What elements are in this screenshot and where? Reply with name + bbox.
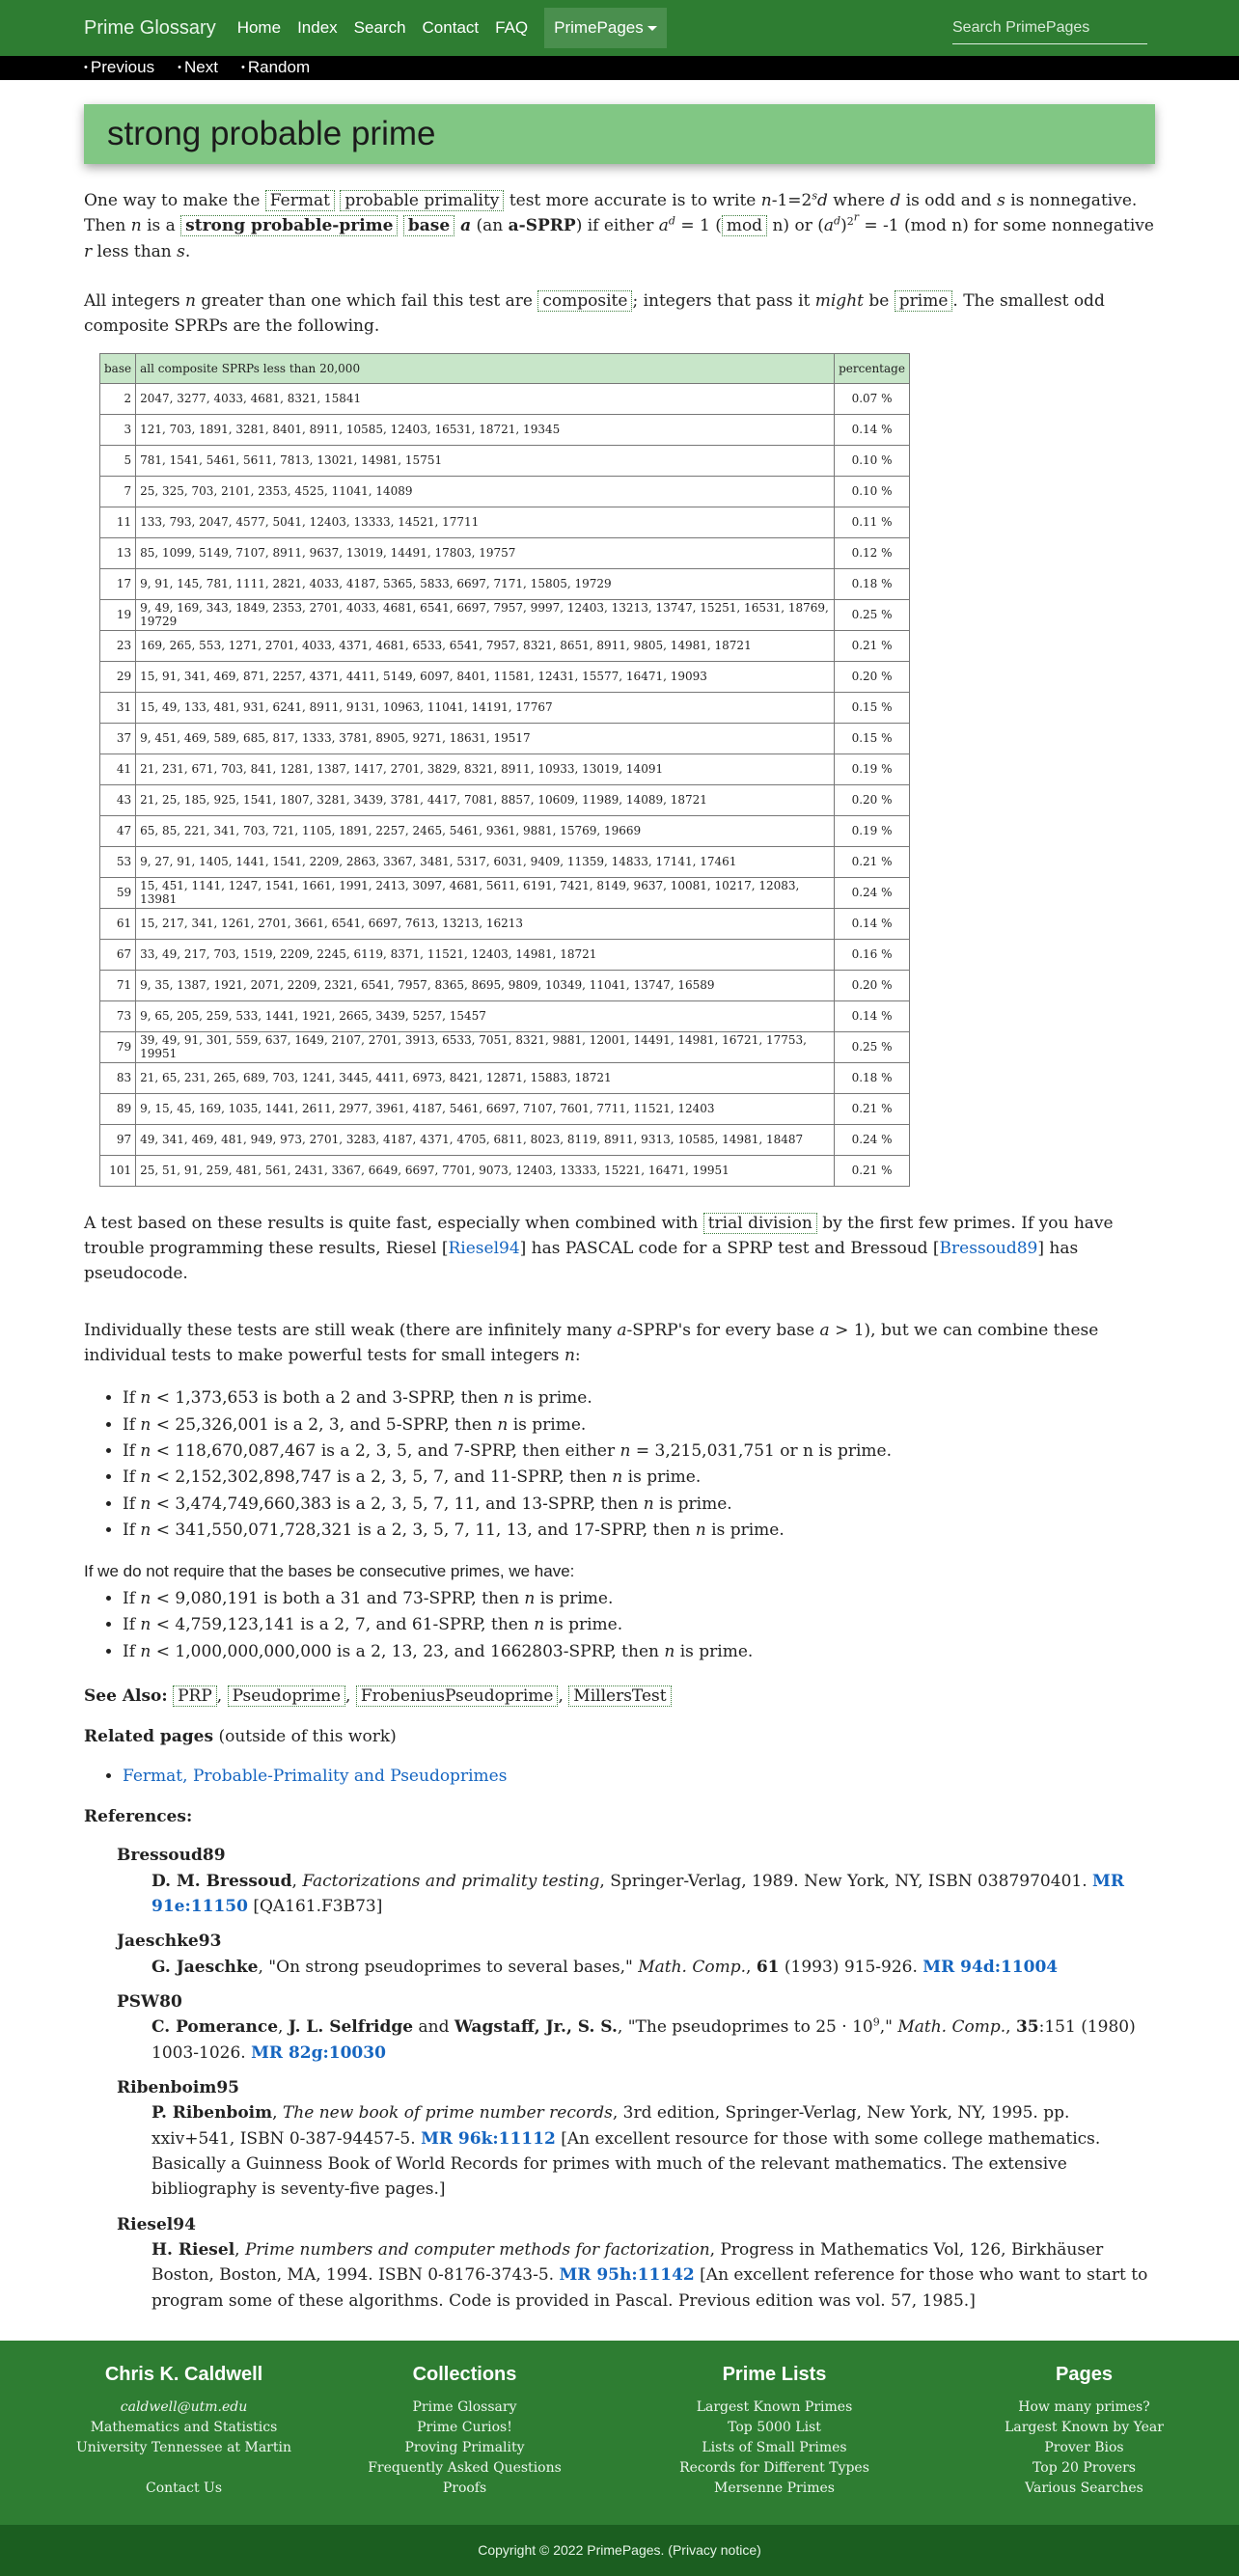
footer-contact-link[interactable]: Contact Us — [145, 2480, 223, 2497]
cell-base: 97 — [100, 1124, 136, 1155]
cell-base: 53 — [100, 846, 136, 877]
glossary-link-trial-division[interactable]: trial division — [703, 1213, 817, 1234]
text: < 118,670,087,467 is a 2, 3, 5, and 7-SPRP, then either — [155, 1441, 616, 1462]
table-row — [100, 1031, 910, 1062]
glossary-link-fermat[interactable]: Fermat — [265, 190, 335, 211]
nav-contact[interactable]: Contact — [422, 17, 480, 37]
next-link[interactable]: • Next — [178, 55, 218, 80]
text: Individually these tests are still weak (there are infinitely many — [84, 1320, 612, 1340]
ref-key-psw80: PSW80 — [117, 1991, 182, 2012]
paragraph-test-speed — [84, 1211, 1155, 1287]
cell-percentage: 0.10 % — [835, 476, 910, 507]
cell-percentage: 0.20 % — [835, 661, 910, 692]
footer-col-title: Collections — [412, 2364, 517, 2386]
text: If — [123, 1615, 136, 1635]
cell-sprps: 9, 35, 1387, 1921, 2071, 2209, 2321, 6541, 7957, 8365, 8695, 9809, 10349, 11041, 13747, 16589 — [136, 970, 835, 1000]
sprp-table — [99, 353, 910, 1187]
text: < 9,080,191 is both a 31 and 73-SPRP, then — [155, 1588, 520, 1608]
cell-sprps: 9, 49, 169, 343, 1849, 2353, 2701, 4033, 4681, 6541, 6697, 7957, 9997, 12403, 13213, 13747, 15251, 16531, 18769, 19729 — [136, 599, 835, 630]
cell-percentage: 0.21 % — [835, 846, 910, 877]
text: is prime. — [539, 1588, 614, 1608]
cell-percentage: 0.21 % — [835, 1155, 910, 1186]
brand-link[interactable]: Prime Glossary — [84, 16, 216, 39]
paragraph-combine: Individually these tests are still weak (there are infinitely many a-SPRP's for every base a > 1), but we can combine these individual tests to make powerful tests for small integers n: — [84, 1320, 1099, 1366]
list-item: • If n < 1,373,653 is both a 2 and 3-SPRP, then n is prime. — [123, 1385, 1155, 1411]
footer-link[interactable]: Top 20 Provers — [1032, 2460, 1136, 2477]
cell-base: 101 — [100, 1155, 136, 1186]
ref-ribenboim95: P. Ribenboim, The new book of prime number records, 3rd edition, Springer-Verlag, New York, NY, 1995. pp. xxiv+541, ISBN 0-387-94457-5. MR 96k:11112 [An excellent resource for those with some college mathematics. Basically a Guinness Book of World Records for primes with much of the relevant mathematics. The extensive bibliography is seventy-five pages.] — [151, 2103, 1101, 2200]
table-row — [100, 1000, 910, 1031]
text: , "The pseudoprimes to 25 · 10 — [617, 2017, 873, 2038]
text: < 4,759,123,141 is a 2, 7, and 61-SPRP, then — [155, 1615, 529, 1635]
cell-percentage: 0.18 % — [835, 568, 910, 599]
see-also-prp[interactable]: PRP — [173, 1685, 217, 1707]
mr-link-jaeschke93[interactable]: MR 94d:11004 — [922, 1957, 1059, 1977]
cell-base: 13 — [100, 537, 136, 568]
cell-base: 23 — [100, 630, 136, 661]
text: If — [123, 1521, 136, 1541]
text: (1993) 915-926. — [784, 1957, 918, 1977]
related-label: Related pages — [84, 1727, 214, 1747]
cell-percentage: 0.14 % — [835, 414, 910, 445]
nav-faq[interactable]: FAQ — [495, 17, 529, 37]
glossary-link-mod[interactable]: mod — [722, 215, 767, 236]
ref-author: G. Jaeschke — [151, 1957, 259, 1977]
cell-base: 83 — [100, 1062, 136, 1093]
cell-base: 11 — [100, 507, 136, 537]
cell-base: 89 — [100, 1093, 136, 1124]
table-header-row — [100, 353, 910, 383]
sub-navbar — [0, 56, 1239, 80]
text: n) or ( — [772, 216, 824, 236]
table-row — [100, 383, 910, 414]
text: If — [123, 1414, 136, 1435]
text: < 2,152,302,898,747 is a 2, 3, 5, 7, and 11-SPRP, then — [155, 1467, 607, 1488]
related-link-fermat[interactable]: Fermat, Probable-Primality and Pseudoprimes — [123, 1766, 508, 1786]
footer-col-title: Chris K. Caldwell — [104, 2364, 263, 2386]
list-item: • If n < 2,152,302,898,747 is a 2, 3, 5, 7, and 11-SPRP, then n is prime. — [123, 1465, 1155, 1490]
text: [QA161.F3B73] — [253, 1896, 383, 1916]
ref-title: Prime numbers and computer methods for factorization — [244, 2240, 710, 2261]
ref-link-riesel94[interactable]: Riesel94 — [448, 1239, 520, 1259]
text: If — [123, 1494, 136, 1514]
text: be — [868, 291, 890, 312]
nonconsecutive-bases-list — [123, 1586, 1155, 1664]
text: by the first few primes. If you have trouble programming these results, Riesel [ — [84, 1213, 1114, 1259]
footer-link[interactable]: Various Searches — [1025, 2480, 1143, 2497]
references-label: References: — [84, 1806, 193, 1826]
table-row — [100, 815, 910, 846]
nonconsecutive-heading: If we do not require that the bases be consecutive primes, we have: — [84, 1561, 575, 1580]
cell-percentage: 0.12 % — [835, 537, 910, 568]
cell-percentage: 0.25 % — [835, 1031, 910, 1062]
table-row — [100, 1093, 910, 1124]
text: . The smallest odd composite SPRPs are the following. — [84, 291, 1105, 337]
cell-percentage: 0.10 % — [835, 445, 910, 476]
table-row — [100, 630, 910, 661]
text: and — [418, 2017, 450, 2038]
table-row — [100, 1124, 910, 1155]
footer-link[interactable]: Records for Different Types — [679, 2460, 869, 2477]
table-row — [100, 723, 910, 754]
text: If — [123, 1388, 136, 1409]
list-item — [123, 1764, 1155, 1789]
footer-link[interactable]: Proving Primality — [404, 2440, 525, 2456]
nav-links — [237, 8, 667, 48]
footer-link[interactable]: Frequently Asked Questions — [368, 2460, 562, 2477]
see-also-label: See Also: — [84, 1685, 168, 1706]
cell-sprps: 21, 65, 231, 265, 689, 703, 1241, 3445, 4411, 6973, 8421, 12871, 15883, 18721 — [136, 1062, 835, 1093]
text: All integers — [84, 291, 180, 312]
see-also-pseudoprime[interactable]: Pseudoprime — [228, 1685, 345, 1707]
ref-riesel94: H. Riesel, Prime numbers and computer methods for factorization, Progress in Mathematics Vol, 126, Birkhäuser Boston, Boston, MA, 1994. ISBN 0-8176-3743-5. MR 95h:11142 [An excellent reference for those who want to start to program some of these algorithms. Code is provided in Pascal. Previous edition was vol. 57, 1985.] — [151, 2240, 1148, 2311]
text: = -1 (mod n) for some nonnegative — [864, 216, 1154, 236]
ref-journal: Math. Comp. — [638, 1957, 747, 1977]
list-item: • If n < 9,080,191 is both a 31 and 73-SPRP, then n is prime. — [123, 1586, 1155, 1611]
cell-sprps: 21, 25, 185, 925, 1541, 1807, 3281, 3439, 3781, 4417, 7081, 8857, 10609, 11989, 14089, 18721 — [136, 784, 835, 815]
related-list — [123, 1764, 1155, 1789]
table-row — [100, 939, 910, 970]
cell-sprps: 9, 91, 145, 781, 1111, 2821, 4033, 4187, 5365, 5833, 6697, 7171, 15805, 19729 — [136, 568, 835, 599]
ref-title: The new book of prime number records — [282, 2103, 613, 2124]
ref-author: Wagstaff, Jr., S. S. — [454, 2017, 618, 2038]
cell-sprps: 33, 49, 217, 703, 1519, 2209, 2245, 6119, 8371, 11521, 12403, 14981, 18721 — [136, 939, 835, 970]
footer-link[interactable]: Prover Bios — [1044, 2440, 1124, 2456]
text: < 3,474,749,660,383 is a 2, 3, 5, 7, 11, and 13-SPRP, then — [155, 1494, 639, 1514]
text: < 341,550,071,728,321 is a 2, 3, 5, 7, 11, 13, and 17-SPRP, then — [155, 1521, 691, 1541]
cell-base: 79 — [100, 1031, 136, 1062]
list-item: • If n < 3,474,749,660,383 is a 2, 3, 5, 7, 11, and 13-SPRP, then n is prime. — [123, 1492, 1155, 1517]
text: , 3rd edition, Springer-Verlag, New York, NY, 1995. pp. xxiv+541, ISBN 0-387-94457-5. — [151, 2103, 1070, 2149]
copyright-bar — [0, 2525, 1239, 2576]
cell-sprps: 15, 91, 341, 469, 871, 2257, 4371, 4411, 5149, 6097, 8401, 11581, 12431, 15577, 16471, 19093 — [136, 661, 835, 692]
nav-primepages-label: PrimePages — [554, 17, 644, 37]
cell-sprps: 15, 217, 341, 1261, 2701, 3661, 6541, 6697, 7613, 13213, 16213 — [136, 908, 835, 939]
cell-sprps: 9, 65, 205, 259, 533, 1441, 1921, 2665, 3439, 5257, 15457 — [136, 1000, 835, 1031]
footer-link[interactable]: Lists of Small Primes — [702, 2440, 847, 2456]
ref-title: Factorizations and primality testing — [302, 1871, 600, 1891]
text: ] has pseudocode. — [84, 1239, 1079, 1284]
table-row — [100, 784, 910, 815]
cell-base: 59 — [100, 877, 136, 908]
table-row — [100, 970, 910, 1000]
table-row — [100, 414, 910, 445]
cell-percentage: 0.24 % — [835, 1124, 910, 1155]
cell-sprps: 21, 231, 671, 703, 841, 1281, 1387, 1417, 2701, 3829, 8321, 8911, 10933, 13019, 14091 — [136, 754, 835, 784]
text: < 1,000,000,000,000 is a 2, 13, 23, and 1662803-SPRP, then — [155, 1641, 659, 1661]
paragraph-composites: All integers n greater than one which fail this test are composite ; integers that pass it might be prime . The smallest odd composite SPRPs are the following. — [84, 291, 1105, 337]
main-content — [84, 104, 1155, 2314]
nav-index[interactable]: Index — [297, 17, 338, 37]
list-item: • If n < 25,326,001 is a 2, 3, and 5-SPRP, then n is prime. — [123, 1412, 1155, 1438]
text: greater than one which fail this test are — [201, 291, 533, 312]
cell-base: 3 — [100, 414, 136, 445]
glossary-link-prime[interactable]: prime — [895, 290, 953, 312]
cell-sprps: 133, 793, 2047, 4577, 5041, 12403, 13333, 14521, 17711 — [136, 507, 835, 537]
cell-percentage: 0.19 % — [835, 754, 910, 784]
cell-percentage: 0.21 % — [835, 1093, 910, 1124]
text: ] has PASCAL code for a SPRP test and Bressoud [ — [519, 1239, 940, 1259]
consecutive-bases-list — [123, 1385, 1155, 1543]
mr-link-riesel94[interactable]: MR 95h:11142 — [559, 2265, 695, 2286]
text: , Springer-Verlag, 1989. New York, NY, ISBN 0387970401. — [599, 1871, 1088, 1891]
table-row — [100, 445, 910, 476]
ref-author: J. L. Selfridge — [288, 2017, 414, 2038]
cell-percentage: 0.25 % — [835, 599, 910, 630]
ref-jaeschke93: G. Jaeschke, "On strong pseudoprimes to several bases," Math. Comp., 61 (1993) 915-926. MR 94d:11004 — [151, 1957, 1059, 1977]
cell-base: 71 — [100, 970, 136, 1000]
list-item: • If n < 118,670,087,467 is a 2, 3, 5, and 7-SPRP, then either n = 3,215,031,751 or n is prime. — [123, 1439, 1155, 1464]
footer-link[interactable]: Proofs — [442, 2480, 487, 2497]
footer-link[interactable]: How many primes? — [1018, 2399, 1150, 2416]
cell-base: 7 — [100, 476, 136, 507]
ref-volume: 35 — [1015, 2017, 1039, 2038]
cell-sprps: 2047, 3277, 4033, 4681, 8321, 15841 — [136, 383, 835, 414]
text: A test based on these results is quite fast, especially when combined with — [84, 1213, 699, 1233]
cell-percentage: 0.14 % — [835, 1000, 910, 1031]
text: One way to make the — [84, 191, 261, 210]
ref-author: H. Riesel — [151, 2240, 235, 2261]
text: is prime. — [519, 1388, 592, 1409]
related-note: (outside of this work) — [218, 1727, 397, 1747]
cell-sprps: 781, 1541, 5461, 5611, 7813, 13021, 14981, 15751 — [136, 445, 835, 476]
footer-link[interactable]: Prime Glossary — [412, 2399, 517, 2416]
cell-percentage: 0.18 % — [835, 1062, 910, 1093]
cell-percentage: 0.19 % — [835, 815, 910, 846]
text: test more accurate is to write — [509, 191, 757, 210]
text: is prime. — [711, 1521, 785, 1541]
table-row — [100, 908, 910, 939]
ref-author: P. Ribenboim — [151, 2103, 273, 2124]
cell-base: 17 — [100, 568, 136, 599]
cell-sprps: 49, 341, 469, 481, 949, 973, 2701, 3283, 4187, 4371, 4705, 6811, 8023, 8119, 8911, 9313, 10585, 14981, 18487 — [136, 1124, 835, 1155]
page-title: strong probable prime — [107, 114, 436, 152]
nav-home[interactable]: Home — [236, 17, 282, 37]
cell-base: 31 — [100, 692, 136, 723]
mr-link-bressoud89[interactable]: MR 91e:11150 — [151, 1871, 1124, 1916]
random-link[interactable]: • Random — [241, 55, 310, 80]
cell-sprps: 9, 451, 469, 589, 685, 817, 1333, 3781, 8905, 9271, 18631, 19517 — [136, 723, 835, 754]
cell-base: 2 — [100, 383, 136, 414]
table-row — [100, 599, 910, 630]
see-also: See Also: PRP , Pseudoprime , FrobeniusPseudoprime , MillersTest — [84, 1684, 1155, 1709]
text: : — [574, 1346, 581, 1366]
cell-percentage: 0.07 % — [835, 383, 910, 414]
text: where — [833, 191, 886, 210]
nav-search[interactable]: Search — [353, 17, 406, 37]
nav-primepages-dropdown[interactable] — [544, 8, 667, 48]
table-row — [100, 661, 910, 692]
footer-link[interactable]: Largest Known by Year — [1005, 2420, 1164, 2436]
ref-key-riesel94: Riesel94 — [117, 2214, 196, 2234]
cell-percentage: 0.24 % — [835, 877, 910, 908]
header-sprps: all composite SPRPs less than 20,000 — [136, 353, 835, 383]
cell-sprps: 169, 265, 553, 1271, 2701, 4033, 4371, 4681, 6533, 6541, 7957, 8321, 8651, 8911, 9805, 14981, 18721 — [136, 630, 835, 661]
cell-percentage: 0.20 % — [835, 970, 910, 1000]
ref-author: D. M. Bressoud — [151, 1871, 292, 1891]
cell-percentage: 0.15 % — [835, 692, 910, 723]
text: ," — [879, 2017, 893, 2038]
related-pages — [84, 1724, 1155, 1749]
footer-link[interactable]: Largest Known Primes — [696, 2399, 853, 2416]
mr-link-ribenboim95[interactable]: MR 96k:11112 — [421, 2128, 556, 2149]
list-item: • If n < 1,000,000,000,000 is a 2, 13, 23, and 1662803-SPRP, then n is prime. — [123, 1639, 1155, 1664]
glossary-link-base[interactable]: base — [403, 215, 454, 236]
text: If — [123, 1641, 136, 1661]
table-row — [100, 1155, 910, 1186]
cell-base: 43 — [100, 784, 136, 815]
cell-base: 41 — [100, 754, 136, 784]
text: , "On strong pseudoprimes to several bases," — [258, 1957, 633, 1977]
text: < 1,373,653 is both a 2 and 3-SPRP, then — [155, 1388, 499, 1409]
term-a-sprp: a-SPRP — [508, 216, 576, 236]
cell-sprps: 25, 51, 91, 259, 481, 561, 2431, 3367, 6649, 6697, 7701, 9073, 12403, 13333, 15221, 16471, 19951 — [136, 1155, 835, 1186]
list-item: • If n < 341,550,071,728,321 is a 2, 3, 5, 7, 11, 13, and 17-SPRP, then n is prime. — [123, 1518, 1155, 1543]
text: ) if either — [575, 216, 654, 236]
cell-base: 47 — [100, 815, 136, 846]
cell-sprps: 25, 325, 703, 2101, 2353, 4525, 11041, 14089 — [136, 476, 835, 507]
ref-psw80: C. Pomerance, J. L. Selfridge and Wagstaff, Jr., S. S., "The pseudoprimes to $25 \cdot 10^9$," Math. Comp., 35:151 (1980) 1003-1026. MR 82g:10030 — [151, 2015, 1136, 2063]
cell-base: 61 — [100, 908, 136, 939]
ref-link-bressoud89[interactable]: Bressoud89 — [939, 1239, 1038, 1259]
text: is prime. — [512, 1414, 587, 1435]
footer-text: University Tennessee at Martin — [76, 2440, 291, 2456]
cell-sprps: 15, 451, 1141, 1247, 1541, 1661, 1991, 2413, 3097, 4681, 5611, 6191, 7421, 8149, 9637, 10081, 10217, 12083, 13981 — [136, 877, 835, 908]
see-also-millerstest[interactable]: MillersTest — [568, 1685, 671, 1707]
table-row — [100, 877, 910, 908]
cell-sprps: 85, 1099, 5149, 7107, 8911, 9637, 13019, 14491, 17803, 19757 — [136, 537, 835, 568]
ref-key-ribenboim95: Ribenboim95 — [117, 2078, 239, 2097]
text: = 3,215,031,751 or n is prime. — [635, 1441, 892, 1462]
text: is odd and — [905, 191, 992, 210]
cell-base: 5 — [100, 445, 136, 476]
title-banner — [84, 104, 1155, 164]
ref-key-jaeschke93: Jaeschke93 — [117, 1932, 222, 1952]
caret-down-icon — [647, 26, 657, 31]
text: ; integers that pass it — [632, 291, 811, 312]
footer-link[interactable]: Mersenne Primes — [714, 2480, 835, 2497]
text: is prime. — [549, 1615, 623, 1635]
intro-paragraph: One way to make the Fermat probable primality test more accurate is to write $n-1=2^sd$ where d is odd and s is nonnegative. Then n is a strong probable-prime base a (an a-SPRP) if either $a^d = 1$ ( mod n) or $(a^d)^{2^r} = -1$ (mod n) for some nonnegative r less than s. — [84, 189, 1154, 261]
text: > 1), but we can combine these individual tests to make powerful tests for small integers — [84, 1320, 1099, 1366]
text: less than — [96, 241, 172, 261]
ref-author: C. Pomerance — [151, 2017, 279, 2038]
text: is prime. — [659, 1494, 732, 1514]
text: might — [814, 291, 864, 312]
footer-col-prime-lists — [620, 2360, 929, 2525]
text: < 25,326,001 is a 2, 3, and 5-SPRP, then — [155, 1414, 492, 1435]
text: If — [123, 1588, 136, 1608]
cell-sprps: 15, 49, 133, 481, 931, 6241, 8911, 9131, 10963, 11041, 14191, 17767 — [136, 692, 835, 723]
cell-base: 19 — [100, 599, 136, 630]
list-item: • If n < 4,759,123,141 is a 2, 7, and 61-SPRP, then n is prime. — [123, 1612, 1155, 1637]
header-base: base — [100, 353, 136, 383]
text: -SPRP's for every base — [626, 1320, 815, 1340]
text: [An excellent reference for those who want to start to program some of these algorithms. Code is provided in Pascal. Previous edition was vol. 57, 1985.] — [151, 2265, 1148, 2311]
glossary-link-composite[interactable]: composite — [537, 290, 632, 312]
footer-text: Mathematics and Statistics — [90, 2420, 278, 2436]
cell-base: 67 — [100, 939, 136, 970]
top-navbar — [0, 0, 1239, 56]
cell-percentage: 0.15 % — [835, 723, 910, 754]
text: , Progress in Mathematics Vol, 126, Birkhäuser Boston, Boston, MA, 1994. ISBN 0-8176-3743-5. — [151, 2240, 1104, 2286]
text: [An excellent resource for those with some college mathematics. Basically a Guinness Book of World Records for primes with much of the relevant mathematics. The extensive bibliography is seventy-five pages.] — [151, 2128, 1101, 2200]
footer-email-link[interactable]: caldwell@utm.edu — [120, 2399, 248, 2416]
text: is prime. — [679, 1641, 754, 1661]
footer-col-author — [0, 2360, 310, 2525]
table-row — [100, 476, 910, 507]
cell-sprps: 65, 85, 221, 341, 703, 721, 1105, 1891, 2257, 2465, 5461, 9361, 9881, 15769, 19669 — [136, 815, 835, 846]
cell-sprps: 39, 49, 91, 301, 559, 637, 1649, 2107, 2701, 3913, 6533, 7051, 8321, 9881, 12001, 14491, 14981, 16721, 17753, 19951 — [136, 1031, 835, 1062]
cell-percentage: 0.20 % — [835, 784, 910, 815]
cell-percentage: 0.14 % — [835, 908, 910, 939]
ref-volume: 61 — [756, 1957, 780, 1977]
ref-key-bressoud89: Bressoud89 — [117, 1846, 226, 1866]
cell-sprps: 9, 27, 91, 1405, 1441, 1541, 2209, 2863, 3367, 3481, 5317, 6031, 9409, 11359, 14833, 17141, 17461 — [136, 846, 835, 877]
footer-col-pages — [929, 2360, 1239, 2525]
text: (an — [476, 216, 504, 236]
text: :151 (1980) 1003-1026. — [151, 2017, 1136, 2063]
see-also-frobenius[interactable]: FrobeniusPseudoprime — [356, 1685, 559, 1707]
footer-col-title: Prime Lists — [722, 2364, 827, 2386]
mr-link-psw80[interactable]: MR 82g:10030 — [251, 2042, 386, 2063]
text: If — [123, 1467, 136, 1488]
cell-base: 73 — [100, 1000, 136, 1031]
text: = 1 ( — [680, 216, 722, 236]
previous-link[interactable]: • Previous — [84, 55, 154, 80]
term-strong-probable-prime[interactable]: strong probable-prime — [180, 215, 398, 236]
table-row — [100, 692, 910, 723]
footer-link[interactable]: Prime Curios! — [417, 2420, 512, 2436]
footer-link[interactable]: Top 5000 List — [728, 2420, 821, 2436]
table-row — [100, 846, 910, 877]
table-row — [100, 507, 910, 537]
table-row — [100, 754, 910, 784]
cell-percentage: 0.21 % — [835, 630, 910, 661]
header-percentage: percentage — [835, 353, 910, 383]
cell-percentage: 0.16 % — [835, 939, 910, 970]
references — [117, 1843, 1155, 2314]
table-row — [100, 537, 910, 568]
text: is nonnegative. Then — [84, 191, 1138, 236]
footer — [0, 2341, 1239, 2525]
cell-percentage: 0.11 % — [835, 507, 910, 537]
text: If — [123, 1441, 136, 1462]
search-input[interactable] — [952, 12, 1147, 44]
cell-base: 29 — [100, 661, 136, 692]
ref-bressoud89: D. M. Bressoud, Factorizations and primality testing, Springer-Verlag, 1989. New York, NY, ISBN 0387970401. MR 91e:11150 [QA161.F3B73] — [151, 1871, 1124, 1916]
cell-base: 37 — [100, 723, 136, 754]
text: is prime. — [627, 1467, 702, 1488]
cell-sprps: 121, 703, 1891, 3281, 8401, 8911, 10585, 12403, 16531, 18721, 19345 — [136, 414, 835, 445]
cell-sprps: 9, 15, 45, 169, 1035, 1441, 2611, 2977, 3961, 4187, 5461, 6697, 7107, 7601, 7711, 11521, 12403 — [136, 1093, 835, 1124]
references-heading — [84, 1804, 1155, 1829]
glossary-link-probable-primality[interactable]: probable primality — [340, 190, 504, 211]
footer-col-collections — [310, 2360, 620, 2525]
table-row — [100, 568, 910, 599]
text: is a — [147, 216, 176, 236]
copyright-text: Copyright © 2022 PrimePages. (Privacy notice) — [478, 2541, 761, 2558]
footer-col-title: Pages — [1056, 2364, 1113, 2386]
table-row — [100, 1062, 910, 1093]
ref-journal: Math. Comp. — [897, 2017, 1006, 2038]
